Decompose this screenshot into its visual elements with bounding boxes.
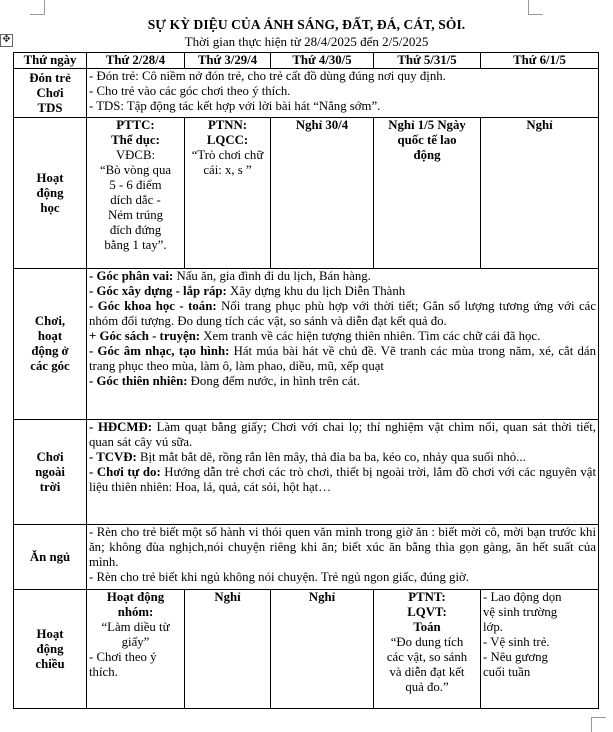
row-content: - Đón trẻ: Cô niềm nở đón trẻ, cho trẻ cất đồ dùng đúng nơi quy định. - Cho trẻ vào các góc chơi theo ý thích. - TDS: Tập động tác kết hợp với lời bài hát “Nắng sớm”. bbox=[87, 69, 599, 118]
cell-thu-hoc: Nghỉ 1/5 Ngày quốc tế lao động bbox=[374, 118, 481, 269]
header-cell: Thứ 5/31/5 bbox=[374, 53, 481, 69]
header-row bbox=[14, 53, 599, 69]
row-label: Chơi ngoài trời bbox=[14, 420, 87, 525]
row-content bbox=[87, 269, 599, 420]
header-cell: Thứ 3/29/4 bbox=[185, 53, 271, 69]
list-item: - Rèn cho trẻ biết khi ngủ không nói chuyện. Trẻ ngủ ngon giấc, đúng giờ. bbox=[89, 570, 469, 584]
cell-wed-hoc: Nghỉ 30/4 bbox=[271, 118, 374, 269]
cell-fri-hoc: Nghỉ bbox=[481, 118, 599, 269]
list-item: + Góc sách - truyện: Xem tranh về các hiện tượng thiên nhiên. Tìm các chữ cái đã học. bbox=[89, 329, 541, 343]
row-label: Hoạt động chiều bbox=[14, 590, 87, 709]
page-corner-mark bbox=[528, 0, 543, 15]
cell-mon-chieu: Hoạt động nhóm: “Làm diều từ giấy” - Chơi theo ý thích. bbox=[87, 590, 185, 709]
list-item: - Góc xây dựng - lắp ráp: Xây dựng khu du lịch Diễn Thành bbox=[89, 284, 406, 298]
document-subtitle: Thời gian thực hiện từ 28/4/2025 đến 2/5/2025 bbox=[184, 34, 429, 49]
row-choi-goc bbox=[14, 269, 599, 420]
header-cell: Thứ ngày bbox=[14, 53, 87, 69]
list-item: - Góc âm nhạc, tạo hình: Hát múa bài hát về chủ đề. Vẽ tranh các mùa trong năm, xé, cắt dán trang phục theo mùa, làm ô, làm phao, diều, mũ, xếp quạt bbox=[89, 344, 596, 373]
row-choi-ngoai-troi bbox=[14, 420, 599, 525]
cell-tue-chieu: Nghỉ bbox=[185, 590, 271, 709]
row-an-ngu bbox=[14, 525, 599, 590]
list-item: - Chơi tự do: Hướng dẫn trẻ chơi các trò chơi, thiết bị ngoài trời, lắm đồ chơi với các nguyên vật liệu thiên nhiên: Hoa, lá, quả, cát sỏi, hột hạt… bbox=[89, 465, 596, 494]
list-item: - TCVĐ: Bịt mắt bắt dê, rồng rắn lên mây, thả đỉa ba ba, kéo co, nhảy qua suối nhỏ... bbox=[89, 450, 526, 464]
list-item: - Góc khoa học - toán: Nối trang phục phù hợp với thời tiết; Gắn số lượng tương ứng với các nhóm đối tượng. Đo dung tích các vật, so sánh và diễn đạt kết quả đo. bbox=[89, 299, 597, 328]
header-cell: Thứ 4/30/5 bbox=[271, 53, 374, 69]
cell-mon-hoc: PTTC: Thể dục: VĐCB: “Bò vòng qua 5 - 6 điểm dích dắc - Ném trúng đích đứng bằng 1 tay”. bbox=[87, 118, 185, 269]
table-move-handle-icon[interactable]: ✥ bbox=[0, 34, 13, 47]
header-cell: Thứ 6/1/5 bbox=[481, 53, 599, 69]
cell-fri-chieu: - Lao động dọn vệ sinh trường lớp. - Vệ sinh trẻ. - Nêu gương cuối tuần bbox=[481, 590, 599, 709]
row-label: Ăn ngủ bbox=[14, 525, 87, 590]
cell-wed-chieu: Nghỉ bbox=[271, 590, 374, 709]
document-title: SỰ KỲ DIỆU CỦA ÁNH SÁNG, ĐẤT, ĐÁ, CÁT, SỎI. bbox=[147, 17, 466, 32]
row-content bbox=[87, 420, 599, 525]
row-label: Chơi, hoạt động ở các góc bbox=[14, 269, 87, 420]
list-item: - Góc phân vai: Nấu ăn, gia đình đi du lịch, Bán hàng. bbox=[89, 269, 371, 283]
row-hoat-dong-chieu bbox=[14, 590, 599, 709]
cell-tue-hoc: PTNN: LQCC: “Trò chơi chữ cái: x, s ” bbox=[185, 118, 271, 269]
page-corner-mark bbox=[591, 717, 606, 732]
list-item: - Góc thiên nhiên: Đong đếm nước, in hình trên cát. bbox=[89, 374, 361, 388]
row-don-tre bbox=[14, 69, 599, 118]
row-hoat-dong-hoc bbox=[14, 118, 599, 269]
weekly-schedule-table bbox=[13, 52, 599, 709]
row-label: Hoạt động học bbox=[14, 118, 87, 269]
page-corner-mark bbox=[30, 0, 45, 15]
list-item: - HĐCMĐ: Làm quạt bằng giấy; Chơi với chai lọ; thí nghiệm vật chìm nổi, quan sát thời tiết, quan sát cây vú sữa. bbox=[89, 420, 596, 449]
cell-thu-chieu: PTNT: LQVT: Toán “Đo dung tích các vật, so sánh và diễn đạt kết quả đo.” bbox=[374, 590, 481, 709]
list-item: - Rèn cho trẻ biết một số hành vi thói quen văn minh trong giờ ăn : biết mời cô, mời bạn trước khi ăn; không đùa nghịch,nói chuyện riêng khi ăn; biết xúc ăn bằng thìa gọn gàng, ăn hết suất của mình. bbox=[89, 525, 596, 569]
row-content bbox=[87, 525, 599, 590]
row-label: Đón trẻ Chơi TDS bbox=[14, 69, 87, 118]
header-cell: Thứ 2/28/4 bbox=[87, 53, 185, 69]
